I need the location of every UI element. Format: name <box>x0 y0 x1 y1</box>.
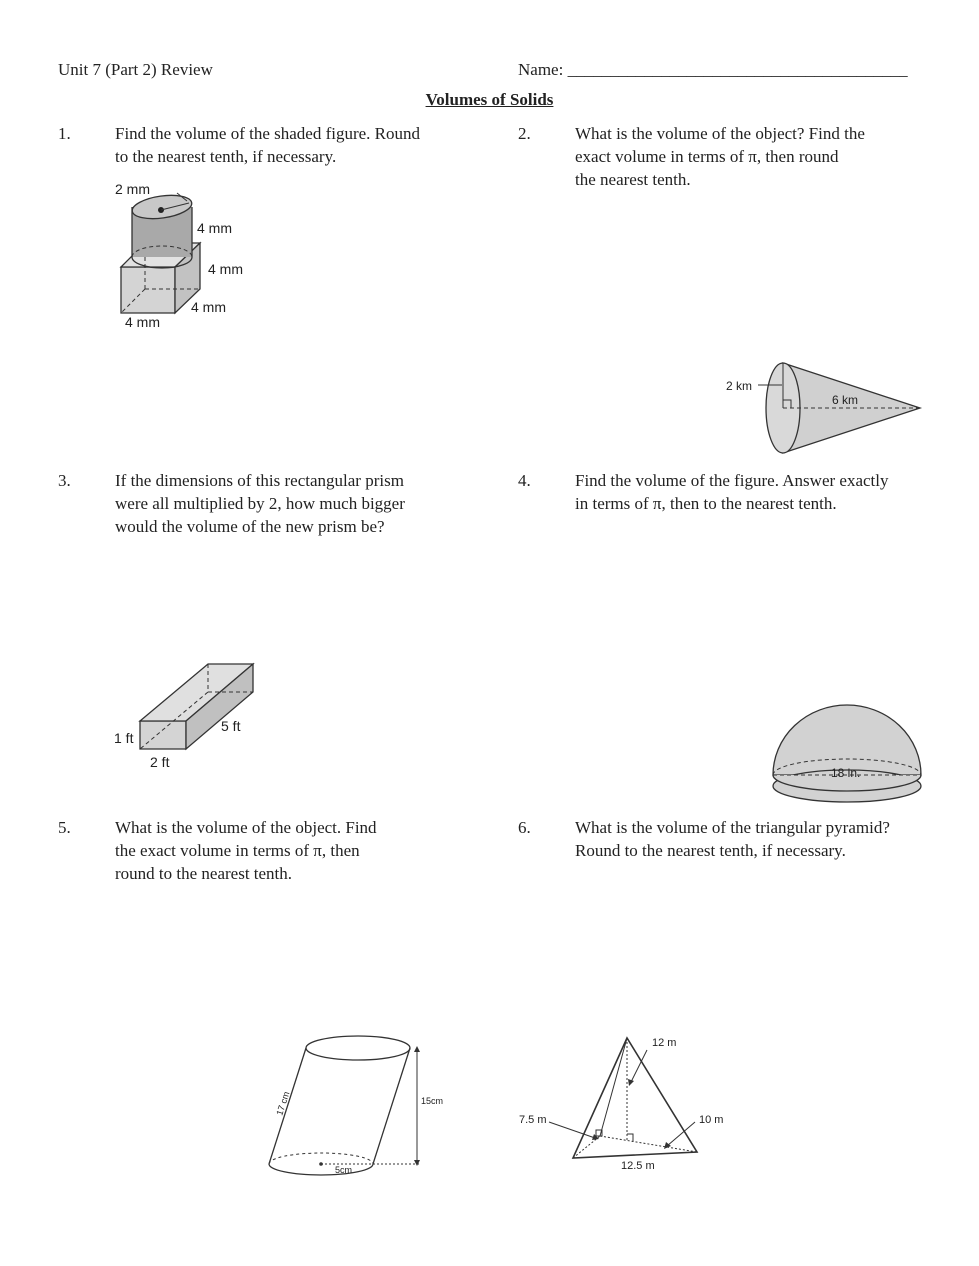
p6-label-slant: 10 m <box>699 1114 724 1126</box>
p2-label-height: 6 km <box>832 393 859 407</box>
problem-3-figure <box>108 655 268 775</box>
problem-6-text: What is the volume of the triangular pyramid? Round to the nearest tenth, if necessary. <box>575 818 890 860</box>
problem-3-number: 3. <box>58 471 71 490</box>
problem-6-figure <box>515 1030 740 1180</box>
problem-5-text: What is the volume of the object. Find the exact volume in terms of π, then round to the nearest tenth. <box>115 818 377 883</box>
unit-title: Unit 7 (Part 2) Review <box>58 60 213 79</box>
p5-label-slant: 17 cm <box>274 1090 292 1117</box>
problem-4-figure <box>765 700 930 810</box>
p6-label-base: 12.5 m <box>621 1160 655 1172</box>
problem-1-figure <box>105 175 275 335</box>
problem-4-text: Find the volume of the figure. Answer exactly in terms of π, then to the nearest tenth. <box>575 471 889 513</box>
p5-label-radius: 5cm <box>335 1165 353 1175</box>
problem-6-number: 6. <box>518 818 531 837</box>
p1-label-cyl-height: 4 mm <box>197 220 232 236</box>
problem-1-number: 1. <box>58 124 71 143</box>
page-title: Volumes of Solids <box>425 90 554 109</box>
p5-label-height: 15cm <box>421 1096 444 1106</box>
problem-2-figure <box>720 355 930 460</box>
problem-1-text: Find the volume of the shaded figure. Round to the nearest tenth, if necessary. <box>115 124 421 166</box>
problem-5-number: 5. <box>58 818 71 837</box>
p1-label-box-depth: 4 mm <box>191 299 226 315</box>
p1-label-box-width: 4 mm <box>125 314 160 330</box>
p3-label-length: 5 ft <box>221 718 241 734</box>
p2-label-radius: 2 km <box>726 379 753 393</box>
problem-3-text: If the dimensions of this rectangular prism were all multiplied by 2, how much bigger would the volume of the new prism be? <box>115 471 405 536</box>
problem-5-figure <box>262 1028 462 1183</box>
problem-4-number: 4. <box>518 471 531 490</box>
p1-label-box-height: 4 mm <box>208 261 243 277</box>
p3-label-width: 2 ft <box>150 754 170 770</box>
problem-2-text: What is the volume of the object? Find the exact volume in terms of π, then round the nearest tenth. <box>575 124 865 189</box>
p6-label-height: 12 m <box>652 1037 677 1049</box>
p3-label-height: 1 ft <box>114 730 134 746</box>
p1-label-radius: 2 mm <box>115 181 150 197</box>
problem-2-number: 2. <box>518 124 531 143</box>
name-field[interactable]: Name: ________________________________________ <box>518 60 908 79</box>
p6-label-base-side: 7.5 m <box>519 1114 547 1126</box>
p4-label-diameter: 18 in. <box>831 766 861 780</box>
